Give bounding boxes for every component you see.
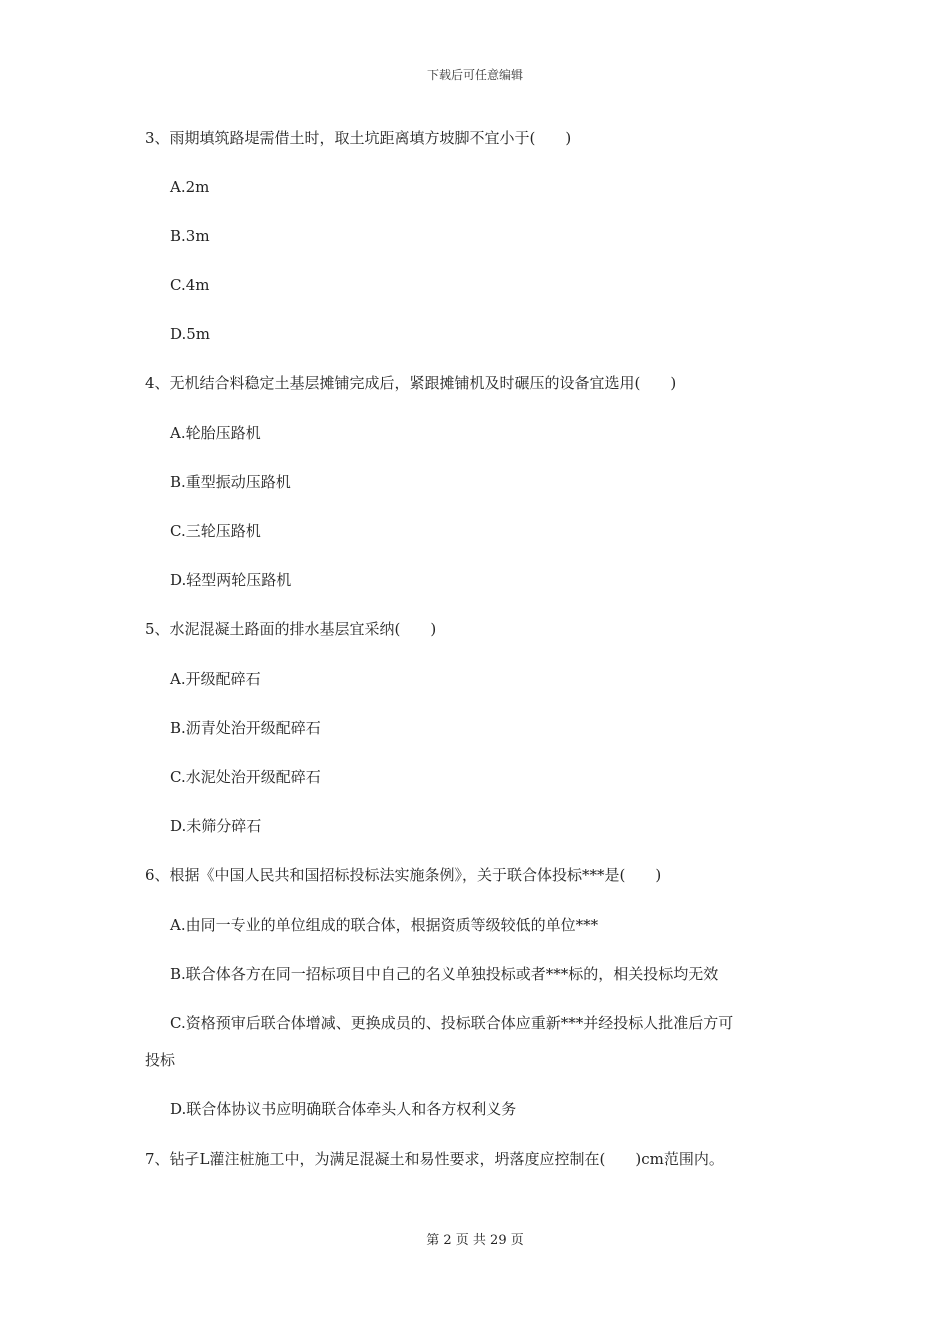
question-6-option-c: C.资格预审后联合体增减、更换成员的、投标联合体应重新***并经投标人批准后方可	[170, 1014, 734, 1032]
question-4-option-a: A.轮胎压路机	[170, 424, 261, 442]
question-5-stem: 5、水泥混凝土路面的排水基层宜采纳( )	[145, 620, 437, 638]
question-5-option-b: B.沥青处治开级配碎石	[170, 719, 321, 737]
question-3-stem: 3、雨期填筑路堤需借土时，取土坑距离填方坡脚不宜小于( )	[145, 129, 572, 147]
question-4-stem: 4、无机结合料稳定土基层摊铺完成后，紧跟摊铺机及时碾压的设备宜选用( )	[145, 374, 677, 392]
question-5-option-d: D.未筛分碎石	[170, 817, 262, 835]
question-4-option-b: B.重型振动压路机	[170, 473, 291, 491]
question-3-option-c: C.4m	[170, 276, 210, 294]
question-6-option-b: B.联合体各方在同一招标项目中自己的名义单独投标或者***标的，相关投标均无效	[170, 965, 719, 983]
question-5-option-c: C.水泥处治开级配碎石	[170, 768, 321, 786]
question-3-option-a: A.2m	[170, 178, 210, 196]
question-4-option-d: D.轻型两轮压路机	[170, 571, 292, 589]
page-header: 下载后可任意编辑	[426, 68, 523, 82]
question-6-option-c-continuation: 投标	[145, 1051, 176, 1069]
question-6-option-d: D.联合体协议书应明确联合体牵头人和各方权利义务	[170, 1100, 517, 1118]
question-7-stem: 7、钻孑L灌注桩施工中，为满足混凝土和易性要求，坍落度应控制在( )cm范围内。	[145, 1150, 724, 1168]
question-3-option-d: D.5m	[170, 325, 211, 343]
question-4-option-c: C.三轮压路机	[170, 522, 261, 540]
question-5-option-a: A.开级配碎石	[170, 670, 261, 688]
question-6-stem: 6、根据《中国人民共和国招标投标法实施条例》，关于联合体投标***是( )	[145, 866, 662, 884]
question-3-option-b: B.3m	[170, 227, 210, 245]
page-footer: 第 2 页 共 29 页	[426, 1233, 524, 1248]
question-6-option-a: A.由同一专业的单位组成的联合体，根据资质等级较低的单位***	[170, 916, 599, 934]
